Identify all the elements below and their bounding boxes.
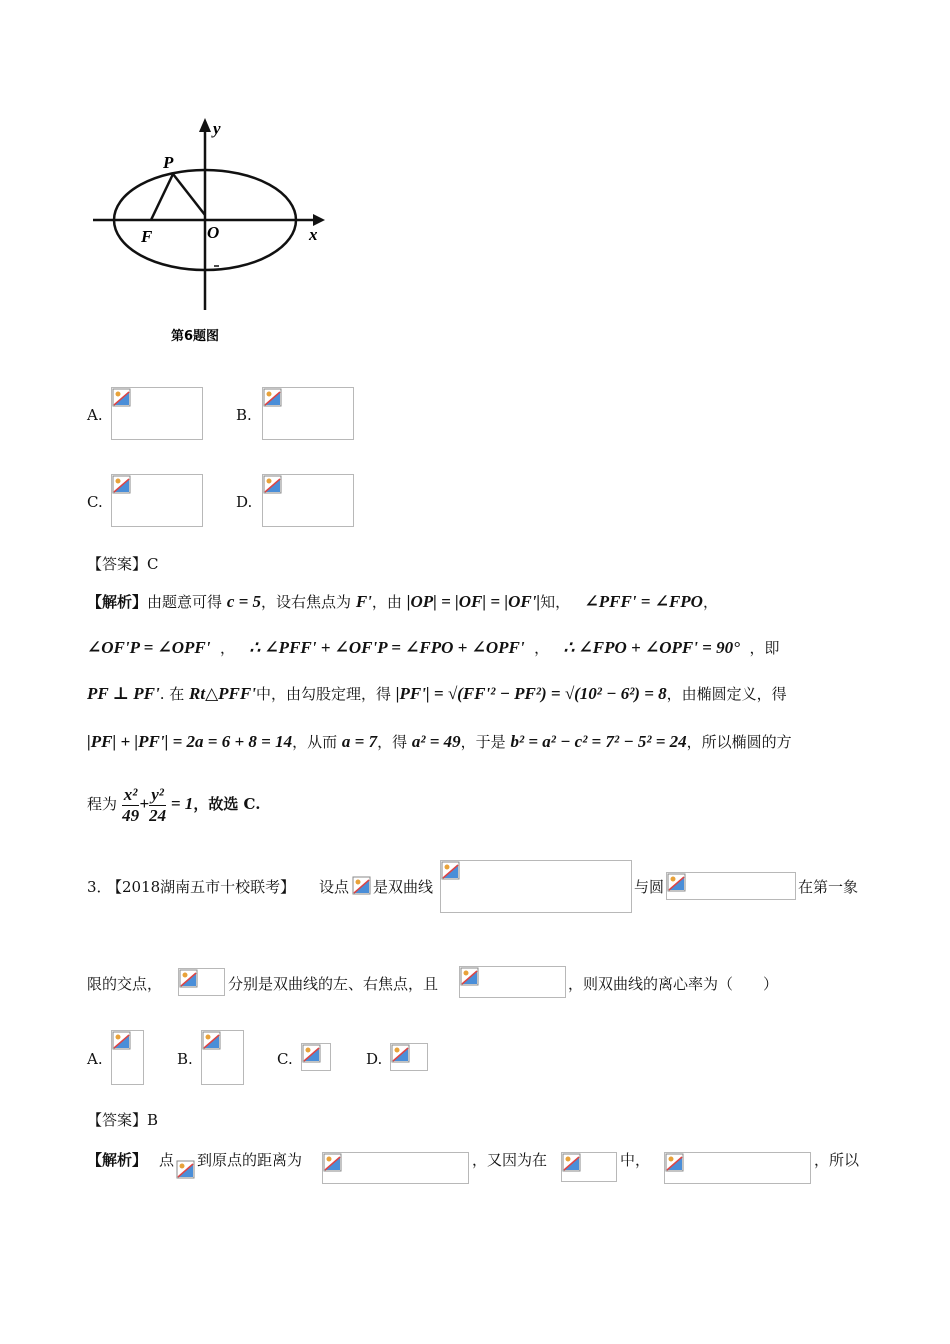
broken-image-icon	[562, 1153, 581, 1172]
q2-analysis-line4	[87, 732, 792, 752]
figure-caption: 第6题图	[171, 329, 220, 344]
y-axis-arrow	[199, 118, 211, 132]
text: ，故选 C.	[193, 795, 261, 813]
q3-an-point-image	[176, 1160, 196, 1180]
q3-an-relation-image	[664, 1152, 811, 1184]
broken-image-icon	[665, 1153, 684, 1172]
text: ，由椭圆定义，得	[666, 685, 787, 703]
q2-choice-b-label: B.	[236, 406, 252, 424]
q2-choice-d-image	[262, 474, 354, 527]
broken-image-icon	[302, 1044, 321, 1063]
q3-text4: 在第一象	[798, 878, 859, 896]
label-x: x	[309, 225, 318, 244]
math: c = 5	[226, 592, 262, 611]
q3-text3: 与圆	[634, 878, 665, 896]
q3-choice-a-image	[111, 1030, 144, 1085]
fraction-y	[149, 785, 166, 826]
q3-text1: 设点	[319, 878, 350, 896]
q3-text2: 是双曲线	[373, 878, 434, 896]
broken-image-icon	[352, 876, 371, 895]
math: PF ⊥ PF'	[87, 684, 160, 703]
math: ∠OF'P = ∠OPF'	[87, 638, 211, 657]
math: Rt△PFF'	[189, 684, 256, 703]
math: ∴ ∠FPO + ∠OPF' = 90°	[563, 638, 740, 657]
q2-choice-a-image	[111, 387, 203, 440]
broken-image-icon	[441, 861, 460, 880]
broken-image-icon	[263, 388, 282, 407]
q2-analysis-line1	[87, 592, 718, 612]
text: ，得	[377, 733, 408, 751]
text: ，所以椭圆的方	[686, 733, 792, 751]
q2-choice-a-label: A.	[87, 406, 103, 424]
q3-answer: 【答案】B	[87, 1111, 159, 1129]
fraction-x	[122, 785, 140, 826]
numerator: y²	[149, 785, 166, 806]
q3-an-text2: 到原点的距离为	[197, 1151, 303, 1169]
broken-image-icon	[263, 475, 282, 494]
q3-analysis-tag: 【解析】	[87, 1151, 148, 1169]
text: ，由	[371, 593, 402, 611]
math: ∠PFF' = ∠FPO	[584, 592, 703, 611]
q3-an-text4: 中，	[620, 1151, 651, 1169]
segment-po	[173, 174, 205, 215]
text: ，	[220, 639, 236, 657]
denominator: 24	[149, 805, 167, 825]
q3-circle-image	[666, 872, 796, 900]
math: +	[139, 794, 150, 813]
q3-choice-d-label: D.	[366, 1050, 383, 1068]
broken-image-icon	[202, 1031, 221, 1050]
math: = 1	[170, 794, 194, 813]
q2-choice-d-label: D.	[236, 493, 253, 511]
segment-pf	[151, 174, 173, 220]
math: |PF| + |PF'| = 2a = 6 + 8 = 14	[87, 732, 293, 751]
q3-an-text1: 点	[159, 1151, 175, 1169]
q2-answer: 【答案】C	[87, 555, 159, 573]
denominator: 49	[122, 805, 140, 825]
q3-source: 【2018湖南五市十校联考】	[107, 878, 296, 896]
q3-condition-image	[459, 966, 566, 998]
q3-point-image	[352, 876, 372, 896]
q3-choice-d-image	[390, 1043, 428, 1071]
q3-foci-image	[178, 968, 225, 996]
broken-image-icon	[112, 475, 131, 494]
text: ，	[702, 593, 718, 611]
math: F'	[355, 592, 372, 611]
q2-choice-c-image	[111, 474, 203, 527]
numerator: x²	[123, 784, 138, 804]
math: a = 7	[341, 732, 378, 751]
q3-number: 3．	[87, 878, 112, 896]
q3-choice-b-image	[201, 1030, 244, 1085]
broken-image-icon	[179, 969, 198, 988]
q3-choice-b-label: B.	[177, 1050, 193, 1068]
text: ，从而	[292, 733, 338, 751]
text: 程为	[87, 795, 118, 813]
q3-choice-a-label: A.	[87, 1050, 103, 1068]
text: ，于是	[460, 733, 506, 751]
q2-choice-b-image	[262, 387, 354, 440]
q2-analysis-line3	[87, 684, 787, 704]
q3-choice-c-image	[301, 1043, 331, 1071]
math: ∴ ∠PFF' + ∠OF'P = ∠FPO + ∠OPF'	[249, 638, 525, 657]
q3-text7: ，则双曲线的离心率为（ ）	[568, 975, 779, 993]
broken-image-icon	[460, 967, 479, 986]
q3-an-distance-image	[322, 1152, 469, 1184]
label-o: O	[207, 223, 220, 242]
text: 中，由勾股定理，得	[255, 685, 391, 703]
label-p: P	[163, 153, 174, 172]
q3-text5: 限的交点，	[87, 975, 163, 993]
broken-image-icon	[112, 388, 131, 407]
q2-analysis-line2	[87, 638, 779, 658]
q3-hyperbola-image	[440, 860, 632, 913]
text: . 在	[159, 685, 185, 703]
broken-image-icon	[176, 1160, 195, 1179]
text: ，	[534, 639, 550, 657]
q3-text6: 分别是双曲线的左、右焦点，且	[228, 975, 439, 993]
ellipse-figure	[85, 110, 335, 355]
broken-image-icon	[112, 1031, 131, 1050]
label-f: F	[141, 227, 153, 246]
text: 由题意可得	[147, 593, 223, 611]
broken-image-icon	[391, 1044, 410, 1063]
q3-an-text5: ，所以	[814, 1151, 860, 1169]
broken-image-icon	[323, 1153, 342, 1172]
text: ，即	[749, 639, 780, 657]
text: 知，	[540, 593, 571, 611]
broken-image-icon	[667, 873, 686, 892]
q3-choice-c-label: C.	[277, 1050, 293, 1068]
label-y: y	[213, 119, 221, 138]
analysis-tag: 【解析】	[87, 593, 148, 611]
q3-an-triangle-image	[561, 1152, 617, 1182]
math: |OP| = |OF| = |OF'|	[406, 592, 541, 611]
math: b² = a² − c² = 7² − 5² = 24	[510, 732, 687, 751]
q2-choice-c-label: C.	[87, 493, 103, 511]
math: |PF'| = √(FF'² − PF²) = √(10² − 6²) = 8	[395, 684, 667, 703]
math: a² = 49	[411, 732, 461, 751]
q3-an-text3: ，又因为在	[472, 1151, 548, 1169]
q2-analysis-line5	[87, 782, 260, 826]
text: ，设右焦点为	[261, 593, 352, 611]
